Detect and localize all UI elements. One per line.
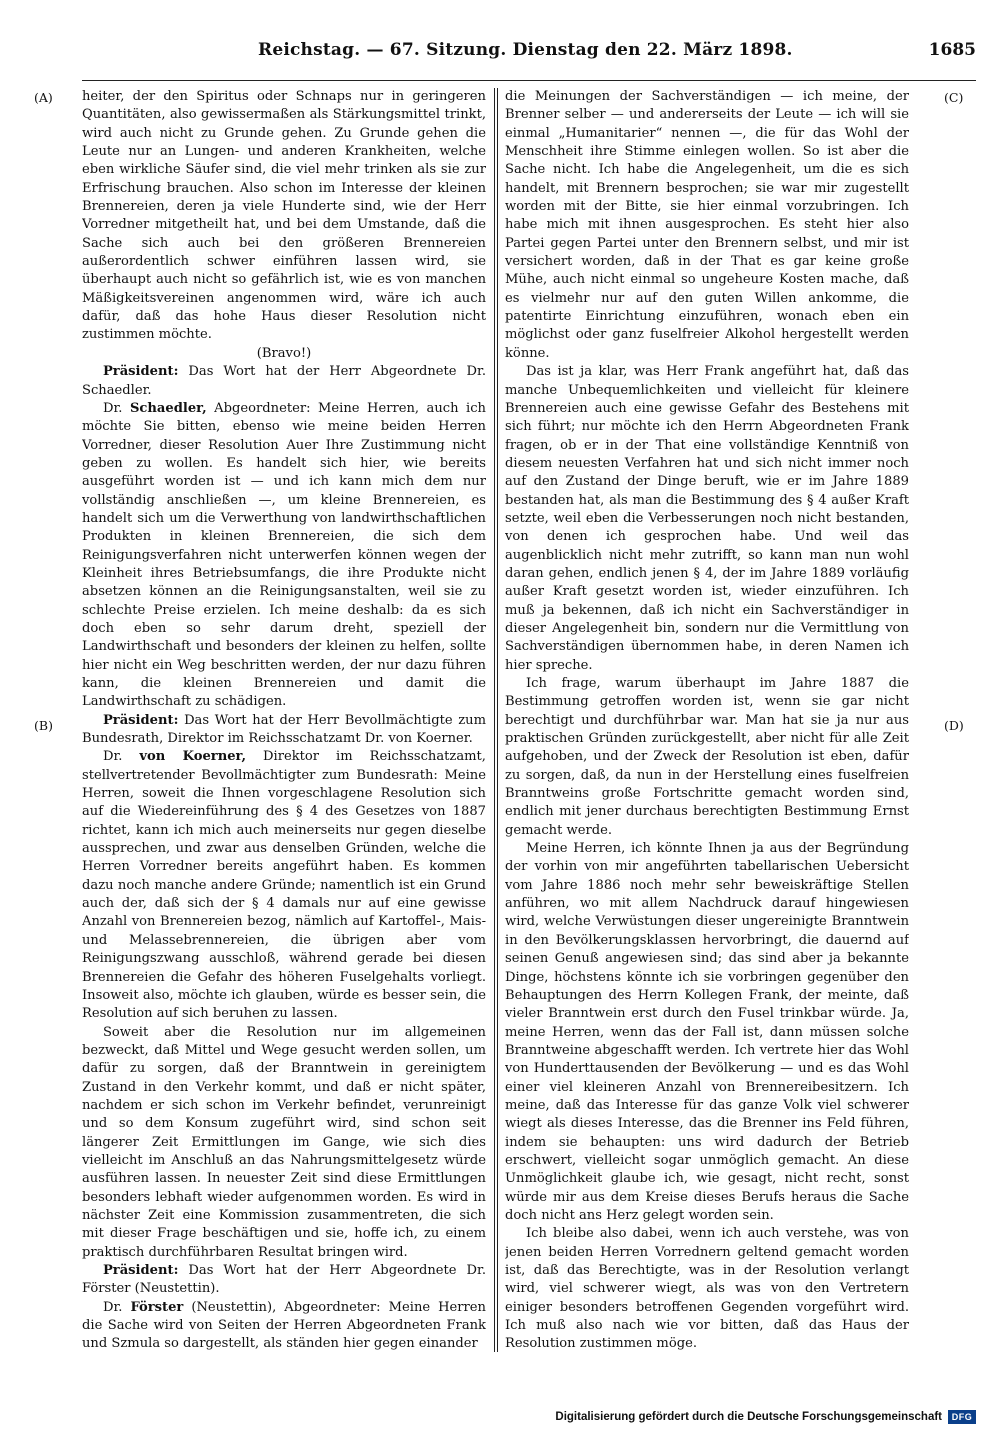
paragraph: die Meinungen der Sachverständigen — ich meine, der Brenner selber — und andererseits der Leute — ich will sie einmal „Humanitarier“ nennen —, die für das Wohl der Menschheit ihre Stimme einlegen wollen. So ist aber die Sache nicht. Ich habe die Angelegenheit, um die es sich handelt, mit Brennern besprochen; sie war mir zugestellt worden mit der Bitte, sie hier einmal vorzubringen. Ich habe mich mit ihnen ausgesprochen. Es steht hier also Partei gegen Partei unter den Brennern selbst, und mir ist versichert worden, daß in der That es gar keine große Mühe, auch nicht einmal so ungeheure Kosten mache, daß es vielmehr nur auf den guten Willen ankomme, die patentirte Einrichtung einzuführen, wonach eben ein möglichst oder ganz fuselfreier Alkohol hergestellt werden könne. xyxy=(505,89,909,361)
paragraph: Ich bleibe also dabei, wenn ich auch verstehe, was von jenen beiden Herren Vorrednern geltend gemacht worden ist, daß das Berechtigte, was in der Resolution verlangt wird, viel schwerer wiegt, als was von den Vertretern einiger besonders betroffenen Gegenden vorgeführt wird. Ich muß also nach wie vor bitten, daß das Haus der Resolution zustimmen möge. xyxy=(505,1226,909,1352)
speech-text: Das Wort hat der Herr Abgeordnete Dr. Schaedler. xyxy=(82,364,486,398)
speech-text: Das Wort hat der Herr Bevollmächtigte zum Bundesrath, Direktor im Reichsschatzamt Dr. von Koerner. xyxy=(82,712,486,747)
margin-marker-d: (D) xyxy=(944,718,964,733)
margin-marker-a: (A) xyxy=(34,90,53,105)
page-number: 1685 xyxy=(928,40,976,60)
speaker-name: Präsident: xyxy=(102,712,179,728)
paragraph xyxy=(82,400,486,712)
header-rule xyxy=(82,80,976,81)
footer xyxy=(555,1410,976,1424)
paragraph xyxy=(82,748,486,1023)
speaker-name: Förster xyxy=(130,1299,184,1315)
paragraph xyxy=(82,712,486,749)
margin-marker-c: (C) xyxy=(944,90,964,105)
paragraph: Ich frage, warum überhaupt im Jahre 1887 die Bestimmung getroffen worden ist, wenn sie gar nicht berechtigt und durchführbar war. Man hat sie ja nur aus praktischen Gründen zurückgestellt, aber nicht für alle Zeit aufgehoben, und der Zweck der Resolution ist eben, dafür zu sorgen, daß, da nun in der Herstellung eines fuselfreien Branntweins große Fortschritte gemacht worden sind, endlich mit jener durchaus berechtigten Bestimmung Ernst gemacht werde. xyxy=(505,676,909,838)
title-prefix: Dr. xyxy=(102,749,123,765)
dfg-logo-icon: DFG xyxy=(948,1410,976,1424)
speech-text: (Neustettin), Abgeordneter: Meine Herren die Sache wird von Seiten der Herren Abgeordneten Frank und Szmula so dargestellt, als ständen hier gegen einander xyxy=(82,1299,486,1352)
paragraph: Das ist ja klar, was Herr Frank angeführt hat, daß das manche Unbequemlichkeiten und vielleicht für kleinere Brennereien auch eine gewisse Gefahr des Bestehens mit sich führt; nur möchte ich den Herrn Abgeordneten Frank fragen, ob er in der That eine vollständige Kenntniß von diesem neuesten Verfahren hat und sich nicht immer noch auf den Zustand der Dinge beruft, wie er im Jahre 1889 bestanden hat, als man die Bestimmung des § 4 außer Kraft setzte, weil eben die Verbesserungen noch nicht bestanden, von denen ich gesprochen habe. Und weil das augenblicklich nicht mehr zutrifft, so kann man nun wohl daran gehen, endlich jenen § 4, der im Jahre 1889 vorläufig außer Kraft gesetzt worden ist, wieder einzuführen. Ich muß ja bekennen, daß ich nicht ein Sachverständiger in dieser Angelegenheit bin, sondern nur die Vermittlung von Sachverständigen übernommen habe, in deren Namen ich hier spreche. xyxy=(505,364,909,673)
speaker-name: von Koerner, xyxy=(139,749,247,765)
paragraph xyxy=(82,1262,486,1299)
speaker-name: Präsident: xyxy=(102,364,179,380)
paragraph xyxy=(82,363,486,400)
column-divider xyxy=(494,88,495,1352)
paragraph: Soweit aber die Resolution nur im allgemeinen bezweckt, daß Mittel und Wege gesucht werden sollen, um dafür zu sorgen, daß der Branntwein in gereinigtem Zustand in den Verkehr kommt, und daß er nicht später, nachdem er sich schon im Verkehr befindet, verunreinigt und so dem Konsum zugeführt wird, sind schon seit längerer Zeit Ermittlungen im Gange, wie sich dies vielleicht im Anschluß an das Nahrungsmittelgesetz würde ausführen lassen. In neuester Zeit sind diese Ermittlungen besonders lebhaft wieder aufgenommen worden. Es wird in nächster Zeit eine Kommission zusammentreten, die sich mit dieser Frage beschäftigen und sie, hoffe ich, zu einem praktisch durchführbaren Resultat bringen wird. xyxy=(82,1024,486,1260)
paragraph: heiter, der den Spiritus oder Schnaps nur in geringeren Quantitäten, also gewissermaßen als Stärkungsmittel trinkt, wird auch nicht zu Grunde gehen. Zu Grunde gehen die Leute nur an Lungen- und anderen Krankheiten, welche eben wirkliche Säufer sind, die viel mehr trinken als sie zur Erfrischung brauchen. Also schon im Interesse der kleinen Brennereien, deren ja viele Hunderte sind, wie der Herr Vorredner mitgetheilt hat, und bei dem Umstande, daß die Sache sich auch bei den größeren Brennereien außerordentlich schwer einführen lassen wird, sie überhaupt auch nicht so gefährlich ist, wie es von manchen Mäßigkeitsvereinen angenommen wird, wäre ich auch dafür, daß das hohe Haus dieser Resolution nicht zustimmen möchte. xyxy=(82,89,486,343)
speaker-name: Schaedler, xyxy=(129,400,207,416)
speech-text: Das Wort hat der Herr Abgeordnete Dr. Förster (Neustettin). xyxy=(82,1263,486,1297)
paragraph: Meine Herren, ich könnte Ihnen ja aus der Begründung der vorhin von mir angeführten tabellarischen Uebersicht vom Jahre 1886 noch mehr sehr beweiskräftige Stellen anführen, wo mit allem Nachdruck darauf hingewiesen wird, welche Verwüstungen dieser ungereinigte Branntwein in den Bevölkerungsklassen hervorbringt, die dauernd auf seinen Genuß angewiesen sind; das sind aber ja bekannte Dinge, höchstens könnte ich sie vorbringen gegenüber den Behauptungen des Herrn Kollegen Frank, der meinte, daß vieler Branntwein erst durch den Fusel trinkbar würde. Ja, meine Herren, wenn das der Fall ist, dann müssen solche Branntweine abgeschafft werden. Ich vertrete hier das Wohl von Hunderttausenden der Bevölkerung — und es das Wohl einer viel kleineren Anzahl von Brennereibesitzern. Ich meine, daß das Interesse für das ganze Volk viel schwerer wiegt als dieses Interesse, das die Brenner ins Feld führen, indem sie behaupten: uns wird dadurch der Betrieb erschwert, vielleicht sogar unmöglich gemacht. An diese Unmöglichkeit glaube ich, wie gesagt, nicht recht, sonst würde mir aus dem Kreise dieses Berufs heraus die Sache doch nicht ans Herz gelegt worden sein. xyxy=(505,841,909,1223)
speaker-name: Präsident: xyxy=(102,1263,179,1278)
column-divider xyxy=(497,88,498,1352)
speech-text: Abgeordneter: Meine Herren, auch ich möchte Sie bitten, ebenso wie meine beiden Herren Vorredner, dieser Resolution Auer Ihre Zustimmung nicht geben zu wollen. Es handelt sich hier, wie bereits ausgeführt worden ist — und ich kann mich dem nur vollständig anschließen —, um kleine Brennereien, es handelt sich um die Verwerthung von landwirthschaftlichen Produkten in kleinen Brennereien, die sich dem Reinigungsverfahren nicht unterwerfen können wegen der Kleinheit ihres Betriebsumfangs, die ihre Produkte nicht absetzen können an die Reinigungsanstalten, weil sie zu schlechte Preise erzielen. Ich meine deshalb: da es sich doch eben so sehr darum dreht, speziell der Landwirthschaft und besonders der kleinen zu helfen, sollte hier nicht ein Weg beschritten werden, der nur dazu führen kann, die kleinen Brennereien und damit die Landwirthschaft zu schädigen. xyxy=(82,400,486,710)
paragraph xyxy=(82,1299,486,1354)
title-prefix: Dr. xyxy=(102,400,123,416)
funding-credit: Digitalisierung gefördert durch die Deutsche Forschungsgemeinschaft xyxy=(555,1411,942,1423)
running-title: Reichstag. — 67. Sitzung. Dienstag den 22. März 1898. xyxy=(258,40,793,60)
title-prefix: Dr. xyxy=(102,1299,123,1315)
speech-text: Direktor im Reichsschatzamt, stellvertretender Bevollmächtigter zum Bundesrath: Meine Herren, soweit die Ihnen vorgeschlagene Resolution sich auf die Wiedereinführung des § 4 des Gesetzes von 1887 richtet, kann ich mich auch meinerseits nur gegen dieselbe aussprechen, und zwar aus denselben Gründen, welche die Herren Vorredner bereits angeführt haben. Es kommen dazu noch manche andere Gründe; namentlich ist ein Grund auch der, daß sich der § 4 damals nur auf eine gewisse Anzahl von Brennereien bezog, nämlich auf Kartoffel-, Mais- und Melassebrennereien, die übrigen aber vom Reinigungszwang ausschloß, während gerade bei diesen Brennereien die Gefahr des höheren Fuselgehalts vorliegt. Insoweit also, möchte ich glauben, würde es besser sein, die Resolution auf sich beruhen zu lassen. xyxy=(82,749,486,1022)
right-column xyxy=(505,88,909,1358)
left-column xyxy=(82,88,486,1358)
interjection: (Bravo!) xyxy=(256,345,312,361)
margin-marker-b: (B) xyxy=(34,718,53,733)
